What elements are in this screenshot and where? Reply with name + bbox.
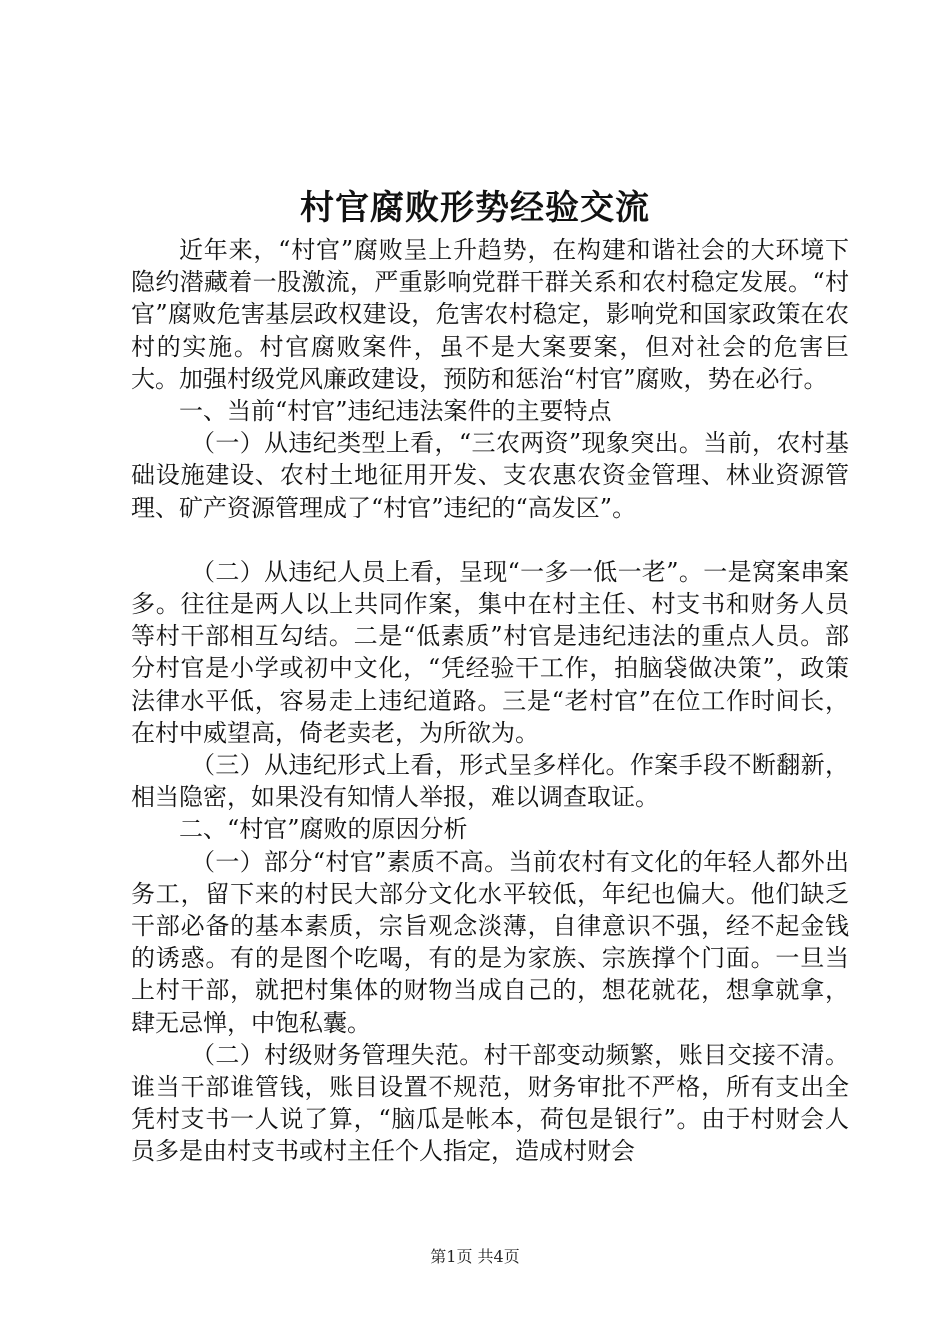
paragraph-point-2-2: （二）村级财务管理失范。村干部变动频繁，账目交接不清。谁当干部谁管钱，账目设置不规范，财务审批不严格，所有支出全凭村支书一人说了算，“脑瓜是帐本，荷包是银行”。由于村财会人员多是由村支书或村主任个人指定，造成村财会 — [131, 1040, 849, 1166]
paragraph-point-2-1: （一）部分“村官”素质不高。当前农村有文化的年轻人都外出务工，留下来的村民大部分文化水平较低，年纪也偏大。他们缺乏干部必备的基本素质，宗旨观念淡薄，自律意识不强，经不起金钱的诱惑。有的是图个吃喝，有的是为家族、宗族撑个门面。一旦当上村干部，就把村集体的财物当成自己的，想花就花，想拿就拿，肆无忌惮，中饱私囊。 — [131, 847, 849, 1037]
paragraph-point-1-3: （三）从违纪形式上看，形式呈多样化。作案手段不断翻新，相当隐密，如果没有知情人举报，难以调查取证。 — [131, 751, 849, 812]
paragraph-intro: 近年来，“村官”腐败呈上升趋势，在构建和谐社会的大环境下隐约潜藏着一股激流，严重影响党群干群关系和农村稳定发展。“村官”腐败危害基层政权建设，危害农村稳定，影响党和国家政策在农村的实施。村官腐败案件，虽不是大案要案，但对社会的危害巨大。加强村级党风廉政建设，预防和惩治“村官”腐败，势在必行。 — [131, 236, 849, 393]
section-heading-2: 二、“村官”腐败的原因分析 — [179, 815, 468, 844]
paragraph-spacer — [131, 524, 849, 556]
paragraph-point-1-1: （一）从违纪类型上看，“三农两资”现象突出。当前，农村基础设施建设、农村土地征用开发、支农惠农资金管理、林业资源管理、矿产资源管理成了“村官”违纪的“高发区”。 — [131, 429, 849, 522]
document-title: 村官腐败形势经验交流 — [300, 188, 650, 228]
page-number: 第1页 共4页 — [430, 1247, 520, 1266]
section-heading-1: 一、当前“村官”违纪违法案件的主要特点 — [179, 397, 612, 426]
document-body — [131, 234, 849, 1168]
paragraph-point-1-2: （二）从违纪人员上看，呈现“一多一低一老”。一是窝案串案多。往往是两人以上共同作案，集中在村主任、村支书和财务人员等村干部相互勾结。二是“低素质”村官是违纪违法的重点人员。部分村官是小学或初中文化，“凭经验干工作，拍脑袋做决策”，政策法律水平低，容易走上违纪道路。三是“老村官”在位工作时间长，在村中威望高，倚老卖老，为所欲为。 — [131, 557, 849, 747]
